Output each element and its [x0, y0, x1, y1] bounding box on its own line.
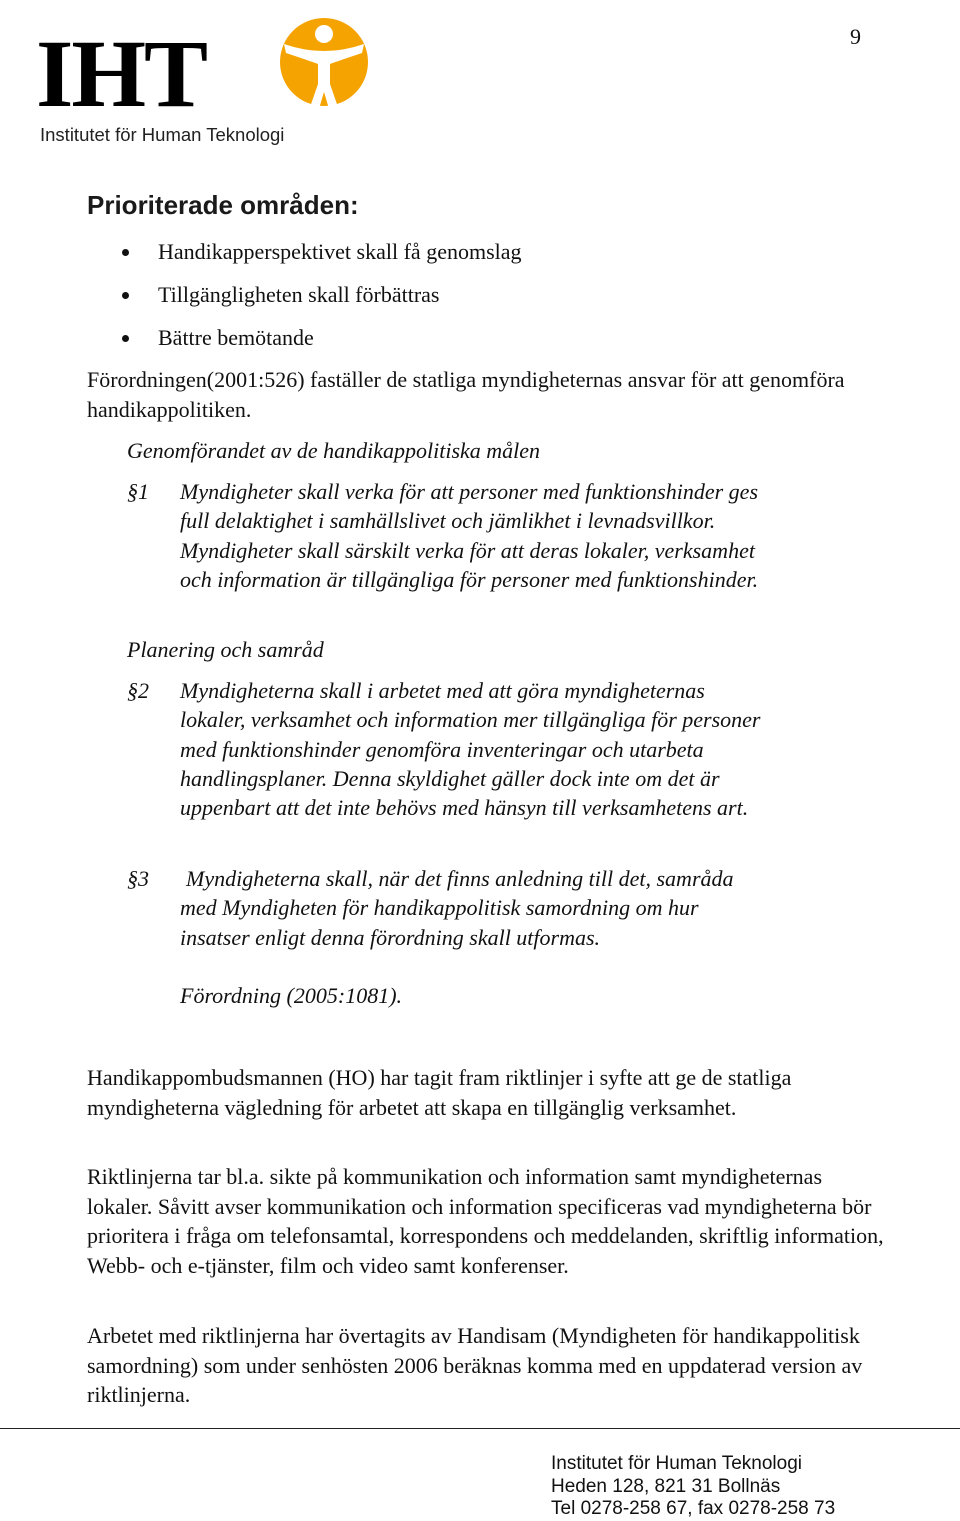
ho-paragraph: Handikappombudsmannen (HO) har tagit fram riktlinjer i syfte att ge de statliga myndigheterna vägledning för arbetet att skapa en tillgänglig verksamhet. — [87, 1065, 792, 1120]
footer-contact: Tel 0278-258 67, fax 0278-258 73 — [551, 1498, 836, 1519]
footer-organization: Institutet för Human Teknologi — [551, 1453, 803, 1474]
quote-section-title: Planering och samråd — [127, 637, 324, 662]
quote-paragraph-1: Myndigheter skall verka för att personer med funktionshinder ges full delaktighet i samhällslivet och jämlikhet i levnadsvillkor. Myndigheter skall särskilt verka för att deras lokaler, verksamhet och information är tillgängliga för personer med funktionshinder. — [180, 479, 759, 592]
bullet-icon — [122, 292, 129, 299]
paragraph-symbol-1: §1 — [127, 479, 149, 504]
footer-address: Heden 128, 821 31 Bollnäs — [551, 1475, 781, 1497]
regulation-reference: Förordning (2005:1081). — [180, 983, 403, 1008]
person-figure-icon — [226, 6, 376, 126]
quote-paragraph-3: Myndigheterna skall, när det finns anledning till det, samråda med Myndigheten för handikappolitisk samordning om hur insatser enligt denna förordning skall utformas. — [180, 866, 734, 950]
list-item: Handikapperspektivet skall få genomslag — [87, 237, 522, 280]
footer — [551, 1453, 835, 1521]
intro-paragraph: Förordningen(2001:526) faställer de statliga myndigheternas ansvar för att genomföra handikappolitiken. — [87, 367, 845, 422]
quote-paragraph-2: Myndigheterna skall i arbetet med att göra myndigheternas lokaler, verksamhet och information mer tillgängliga för personer med funktionshinder genomföra inventeringar och utarbeta handlingsplaner. Denna skyldighet gäller dock inte om det är uppenbart att det inte behövs med hänsyn till verksamhetens art. — [180, 678, 761, 821]
paragraph-symbol-2: §2 — [127, 678, 149, 703]
priority-list — [87, 237, 522, 366]
bullet-icon — [122, 249, 129, 256]
bullet-icon — [122, 335, 129, 342]
list-item: Bättre bemötande — [87, 323, 522, 366]
footer-divider — [0, 1428, 960, 1429]
quote-section-title: Genomförandet av de handikappolitiska målen — [127, 438, 541, 463]
logo-subtitle: Institutet för Human Teknologi — [40, 124, 285, 145]
page-number: 9 — [850, 24, 861, 49]
logo-letters: IHT — [36, 20, 207, 127]
handisam-paragraph: Arbetet med riktlinjerna har övertagits av Handisam (Myndigheten för handikappolitisk samordning) som under senhösten 2006 beräknas komma med en uppdaterad version av riktlinjerna. — [87, 1323, 863, 1407]
guidelines-paragraph: Riktlinjerna tar bl.a. sikte på kommunikation och information samt myndigheternas lokaler. Såvitt avser kommunikation och information specificeras vad myndigheterna bör prioritera i fråga om telefonsamtal, korrespondens och meddelanden, skriftlig information, Webb- och e-tjänster, film och video samt konferenser. — [87, 1164, 884, 1278]
list-item: Tillgängligheten skall förbättras — [87, 280, 522, 323]
section-heading: Prioriterade områden: — [87, 190, 359, 220]
paragraph-symbol-3: §3 — [127, 866, 149, 891]
iht-logo — [36, 6, 346, 146]
